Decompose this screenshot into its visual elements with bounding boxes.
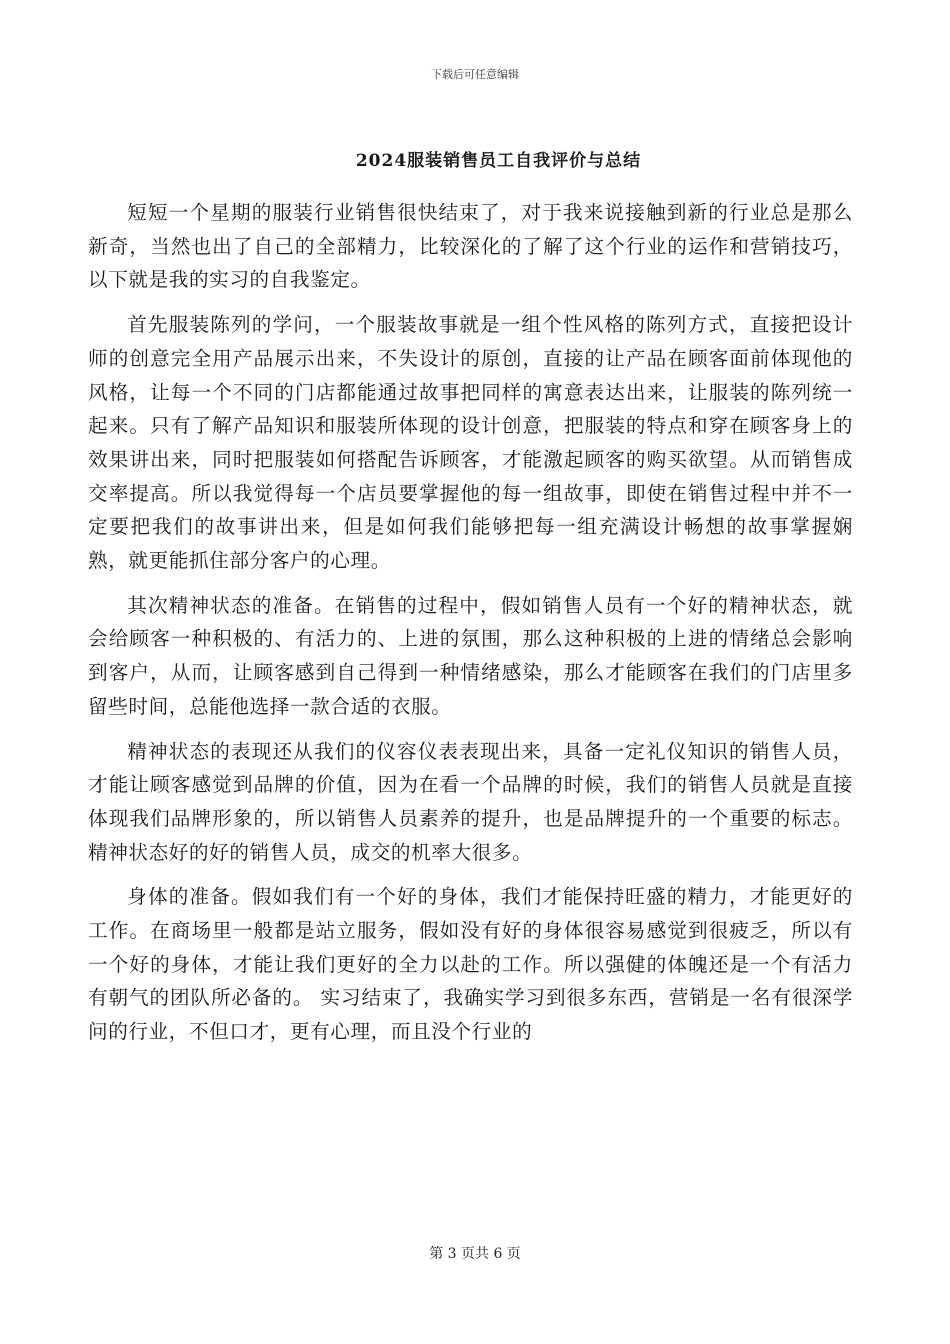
paragraph-2: 首先服装陈列的学问，一个服装故事就是一组个性风格的陈列方式，直接把设计师的创意完全用产品展示出来，不失设计的原创，直接的让产品在顾客面前体现他的风格，让每一个不同的门店都能通过故事把同样的寓意表达出来，让服装的陈列统一起来。只有了解产品知识和服装所体现的设计创意，把服装的特点和穿在顾客身上的效果讲出来，同时把服装如何搭配告诉顾客，才能激起顾客的购买欲望。从而销售成交率提高。所以我觉得每一个店员要掌握他的每一组故事，即使在销售过程中并不一定要把我们的故事讲出来，但是如何我们能够把每一组充满设计畅想的故事掌握娴熟，就更能抓住部分客户的心理。 — [88, 313, 853, 573]
paragraph-5: 身体的准备。假如我们有一个好的身体，我们才能保持旺盛的精力，才能更好的工作。在商场里一般都是站立服务，假如没有好的身体很容易感觉到很疲乏，所以有一个好的身体，才能让我们更好的全力以赴的工作。所以强健的体魄还是一个有活力有朝气的团队所必备的。 实习结束了，我确实学习到很多东西，营销是一名有很深学问的行业，不但口才，更有心理，而且没个行业的 — [88, 885, 853, 1044]
document-title: 2024服装销售员工自我评价与总结 — [355, 151, 642, 171]
paragraph-4: 精神状态的表现还从我们的仪容仪表表现出来，具备一定礼仪知识的销售人员，才能让顾客感觉到品牌的价值，因为在看一个品牌的时候，我们的销售人员就是直接体现我们品牌形象的，所以销售人员素养的提升，也是品牌提升的一个重要的标志。精神状态好的好的销售人员，成交的机率大很多。 — [88, 739, 853, 864]
paragraph-1: 短短一个星期的服装行业销售很快结束了，对于我来说接触到新的行业总是那么新奇，当然也出了自己的全部精力，比较深化的了解了这个行业的运作和营销技巧，以下就是我的实习的自我鉴定。 — [88, 201, 853, 292]
page-number: 第 3 页共 6 页 — [429, 1246, 521, 1262]
header-note: 下载后可任意编辑 — [431, 68, 519, 81]
document-body — [88, 196, 853, 1060]
paragraph-3: 其次精神状态的准备。在销售的过程中，假如销售人员有一个好的精神状态，就会给顾客一种积极的、有活力的、上进的氛围，那么这种积极的上进的情绪总会影响到客户，从而，让顾客感到自己得到一种情绪感染，那么才能顾客在我们的门店里多留些时间，总能他选择一款合适的衣服。 — [88, 593, 853, 718]
